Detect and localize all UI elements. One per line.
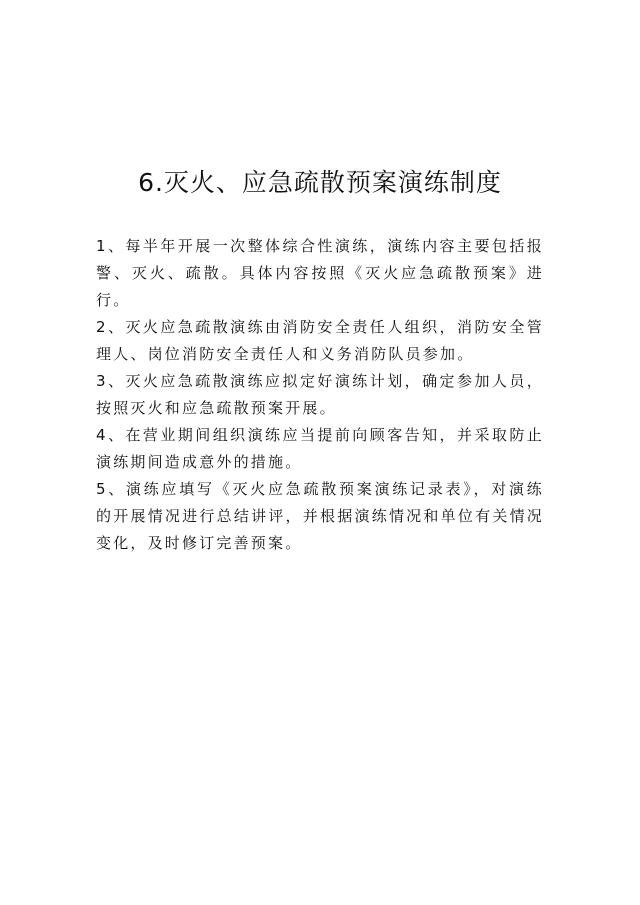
paragraph-4: 4、在营业期间组织演练应当提前向顾客告知，并采取防止演练期间造成意外的措施。: [96, 426, 544, 471]
document-title: 6.灭火、应急疏散预案演练制度: [138, 168, 502, 197]
document-body: [96, 233, 544, 557]
paragraph-5: 5、演练应填写《灭火应急疏散预案演练记录表》，对演练的开展情况进行总结讲评，并根据演练情况和单位有关情况变化，及时修订完善预案。: [96, 480, 544, 552]
paragraph-1: 1、每半年开展一次整体综合性演练，演练内容主要包括报警、灭火、疏散。具体内容按照《灭火应急疏散预案》进行。: [96, 237, 544, 309]
paragraph-2: 2、灭火应急疏散演练由消防安全责任人组织，消防安全管理人、岗位消防安全责任人和义务消防队员参加。: [96, 318, 544, 363]
paragraph-3: 3、灭火应急疏散演练应拟定好演练计划，确定参加人员，按照灭火和应急疏散预案开展。: [96, 372, 544, 417]
